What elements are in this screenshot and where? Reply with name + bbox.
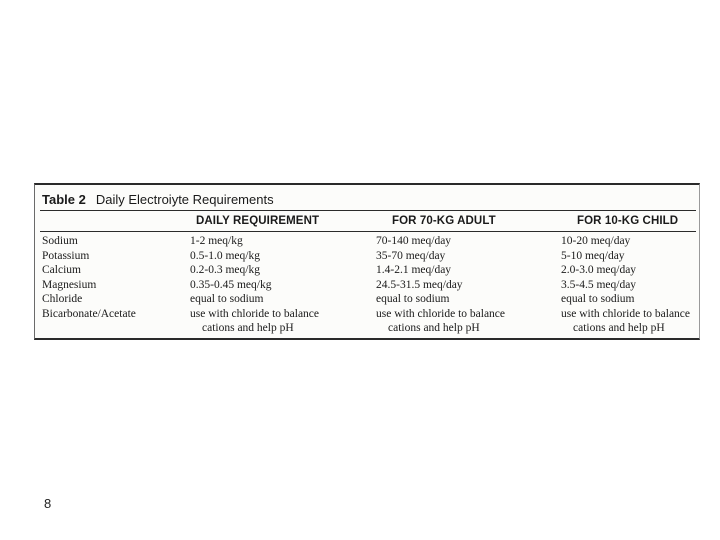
daily-requirement-value: 0.35-0.45 meq/kg [190,278,272,291]
child-value [561,307,690,336]
daily-requirement-value: 1-2 meq/kg [190,235,243,247]
table-row-sodium [42,234,694,249]
adult-value: equal to sodium [376,293,450,305]
value-line-2: cations and help pH [573,322,665,334]
table-row-potassium [42,249,694,264]
table-row-bicarbonate-acetate [42,307,694,336]
child-value: 3.5-4.5 meq/day [561,278,637,291]
scanned-table-image [34,183,700,340]
daily-requirement-value: 0.2-0.3 meq/kg [190,264,260,276]
value-line-2: cations and help pH [202,322,294,334]
table-number: Table 2 [42,192,86,207]
column-header-70kg-adult: FOR 70-KG ADULT [392,215,496,227]
electrolyte-name: Bicarbonate/Acetate [42,307,136,320]
daily-requirement-value [190,307,319,336]
electrolyte-name: Potassium [42,249,90,262]
value-line-1: use with chloride to balance [376,307,506,320]
daily-requirement-value: equal to sodium [190,293,264,305]
child-value: 5-10 meq/day [561,249,625,262]
table-row-magnesium [42,278,694,293]
value-line-2: cations and help pH [388,322,480,334]
child-value: 2.0-3.0 meq/day [561,264,637,276]
table-row-chloride [42,292,694,307]
electrolyte-name: Magnesium [42,278,97,291]
page-number: 8 [44,496,52,511]
adult-value: 35-70 meq/day [376,249,446,262]
adult-value [376,307,505,336]
electrolyte-name: Sodium [42,235,78,247]
value-line-1: use with chloride to balance [561,307,691,320]
child-value: equal to sodium [561,293,635,305]
child-value: 10-20 meq/day [561,235,631,247]
electrolyte-name: Chloride [42,293,83,305]
electrolyte-name: Calcium [42,264,81,276]
table-title: Daily Electroiyte Requirements [95,192,274,207]
adult-value: 1.4-2.1 meq/day [376,264,452,276]
table-body [42,234,694,336]
table-header-rule [40,231,696,232]
column-header-daily-requirement: DAILY REQUIREMENT [196,215,320,227]
adult-value: 70-140 meq/day [376,235,452,247]
value-line-1: use with chloride to balance [190,307,320,320]
adult-value: 24.5-31.5 meq/day [376,278,463,291]
table-top-rule [40,210,696,211]
table-row-calcium [42,263,694,278]
daily-requirement-value: 0.5-1.0 meq/kg [190,249,260,262]
column-header-10kg-child: FOR 10-KG CHILD [577,215,679,227]
table-caption [42,192,274,207]
